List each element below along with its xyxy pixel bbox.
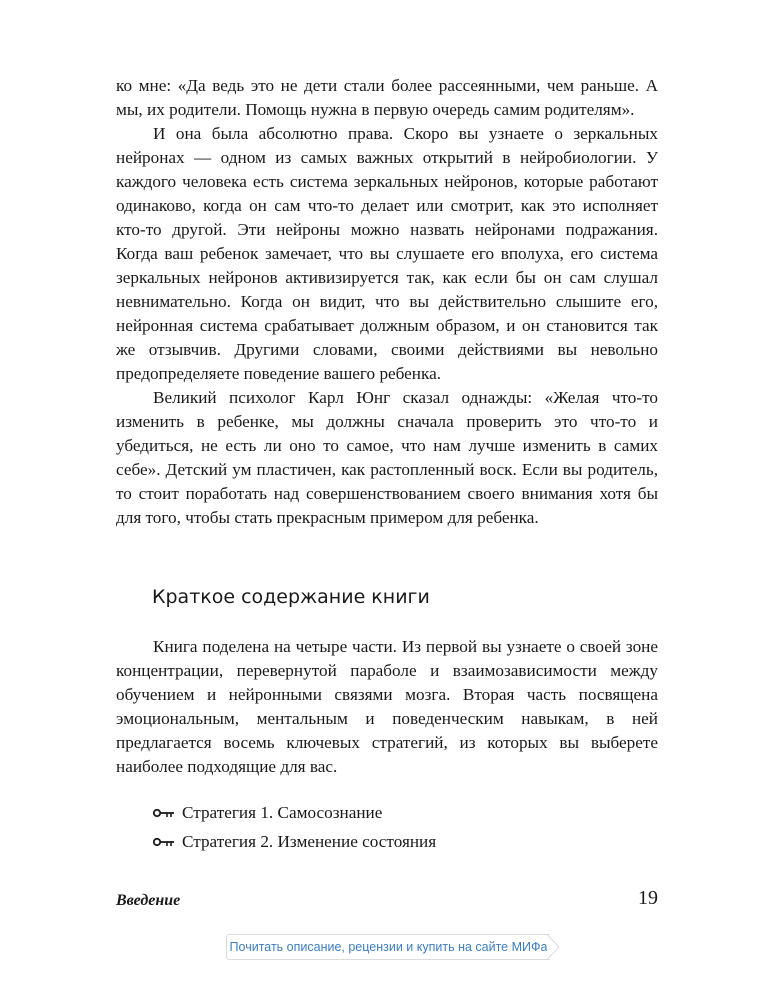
paragraph-1: ко мне: «Да ведь это не дети стали более рассеянными, чем раньше. А мы, их родители. Помощь нужна в первую очередь самим родителям». bbox=[116, 76, 658, 119]
summary-text bbox=[116, 635, 658, 779]
key-icon bbox=[152, 807, 176, 819]
list-item bbox=[152, 798, 436, 827]
promo-link-text: Почитать описание, рецензии и купить на сайте МИФа bbox=[229, 940, 548, 954]
key-icon bbox=[152, 836, 176, 848]
promo-link[interactable] bbox=[226, 934, 550, 960]
arrow-right-icon bbox=[547, 934, 561, 960]
list-item bbox=[152, 827, 436, 856]
summary-paragraph: Книга поделена на четыре части. Из первой вы узнаете о своей зоне концентрации, перевернутой параболе и взаимозависимости между обучением и нейронными связями мозга. Вторая часть посвящена эмоциональным, ментальным и поведенческим навыкам, в ней предлагается восемь ключевых стратегий, из которых вы выберете наиболее подходящие для вас. bbox=[116, 637, 658, 776]
strategy-label: Стратегия 1. Самосознание bbox=[182, 802, 383, 822]
section-heading: Краткое содержание книги bbox=[152, 586, 430, 608]
paragraph-2: И она была абсолютно права. Скоро вы узнаете о зеркальных нейронах — одном из самых важных открытий в нейробиологии. У каждого человека есть система зеркальных нейронов, которые работают одинаково, когда он сам что-то делает или смотрит, как это исполняет кто-то другой. Эти нейроны можно назвать нейронами подражания. Когда ваш ребенок замечает, что вы слушаете его вполуха, его система зеркальных нейронов активизируется так, как если бы он сам слушал невнимательно. Когда он видит, что вы действительно слышите его, нейронная система срабатывает должным образом, и он становится так же отзывчив. Другими словами, своими действиями вы невольно предопределяете поведение вашего ребенка. bbox=[116, 124, 658, 383]
strategy-label: Стратегия 2. Изменение состояния bbox=[182, 831, 437, 851]
body-text bbox=[116, 74, 658, 530]
chapter-title: Введение bbox=[116, 892, 181, 909]
paragraph-3: Великий психолог Карл Юнг сказал однажды: «Желая что-то изменить в ребенке, мы должны сначала проверить это что-то и убедиться, не есть ли оно то самое, что нам лучше изменить в самих себе». Детский ум пластичен, как растопленный воск. Если вы родитель, то стоит поработать над совершенствованием своего внимания хотя бы для того, чтобы стать прекрасным примером для ребенка. bbox=[116, 388, 658, 527]
page-number: 19 bbox=[638, 887, 658, 909]
strategy-list bbox=[152, 798, 436, 856]
